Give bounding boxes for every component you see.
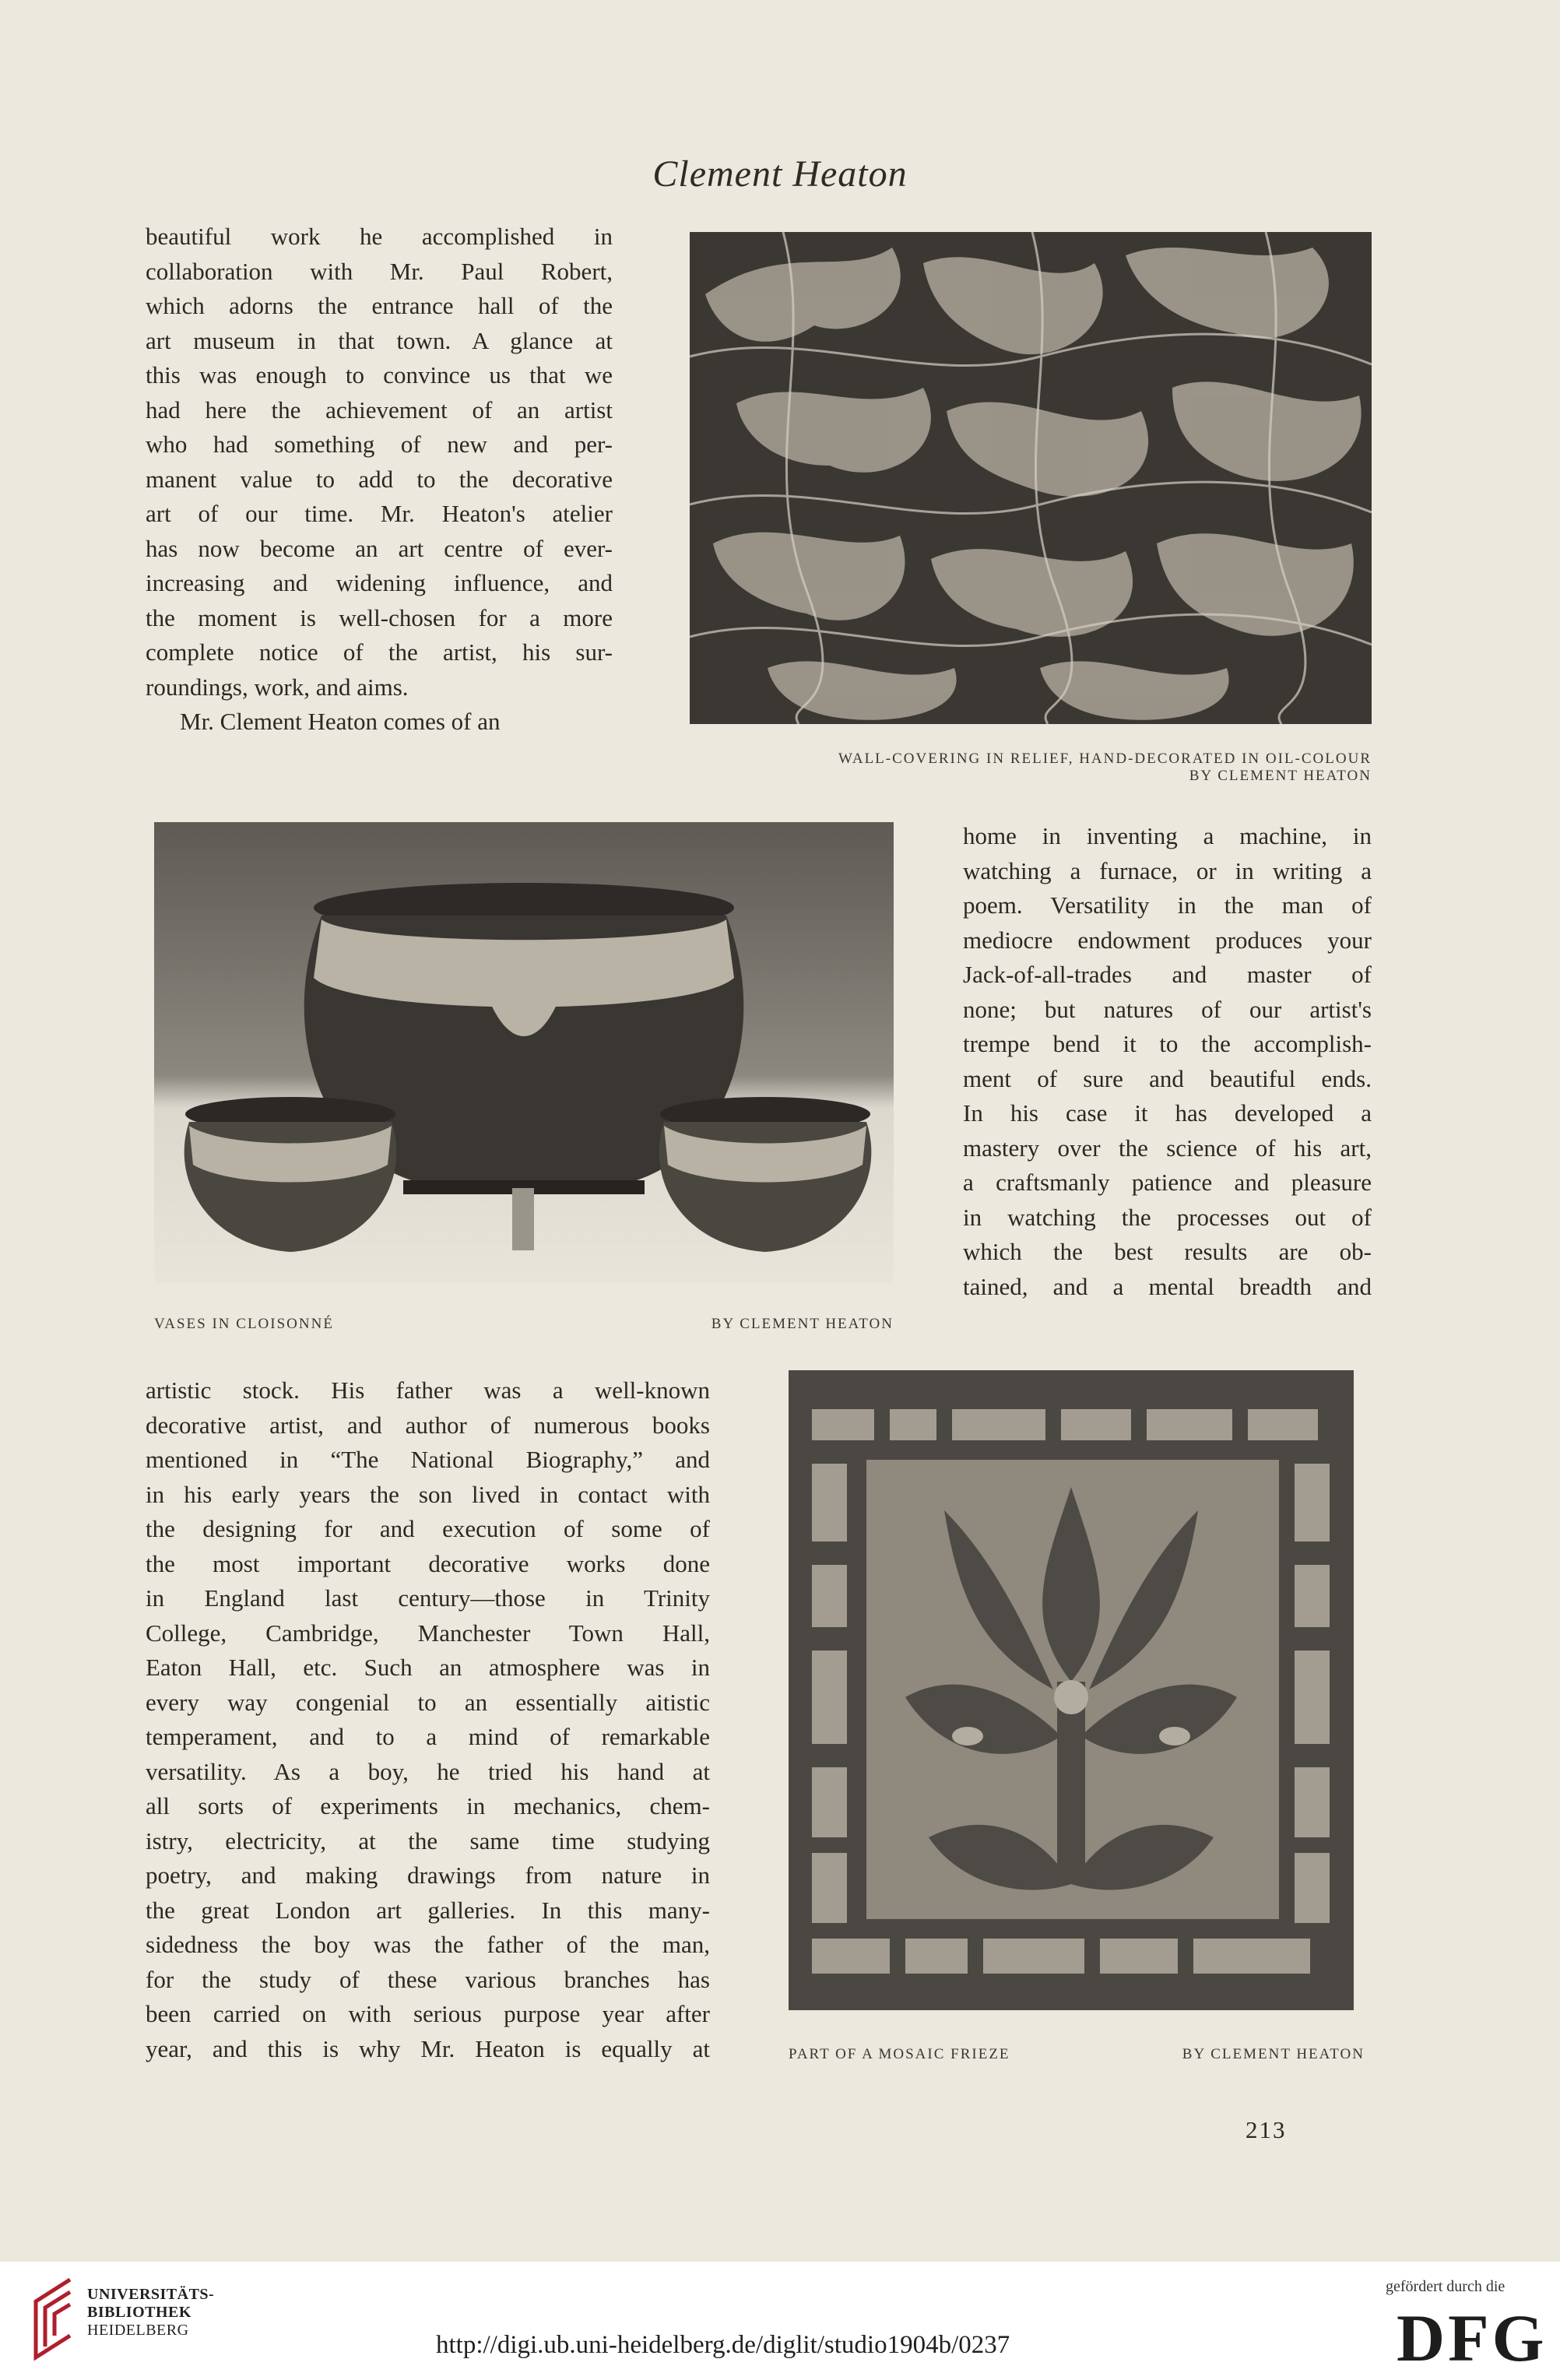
text-column-1	[146, 220, 613, 740]
figure-3-caption	[789, 2046, 1365, 2063]
text-line: a craftsmanly patience and pleasure	[963, 1169, 1372, 1196]
paragraph-2: Mr. Clement Heaton comes of an	[180, 708, 501, 735]
text-line: College, Cambridge, Manchester Town Hall,	[146, 1619, 710, 1647]
text-line: beautiful work he accomplished in	[146, 223, 613, 250]
text-line: been carried on with serious purpose year after	[146, 2000, 710, 2027]
text-line: art museum in that town. A glance at	[146, 326, 613, 354]
text-column-3	[146, 1373, 710, 2066]
figure-3-caption-left: PART OF A MOSAIC FRIEZE	[789, 2046, 1010, 2062]
library-name-line-1: UNIVERSITÄTS-	[87, 2286, 215, 2303]
figure-2-caption	[154, 1316, 894, 1333]
text-line: has now become an art centre of ever-	[146, 534, 613, 562]
paragraph-4	[146, 1373, 710, 2066]
text-line: sidedness the boy was the father of the man,	[146, 1931, 710, 1958]
text-line: art of our time. Mr. Heaton's atelier	[146, 500, 613, 527]
mosaic-frieze-photo	[789, 1370, 1354, 2010]
paragraph-1	[146, 220, 613, 705]
text-line: versatility. As a boy, he tried his hand at	[146, 1757, 710, 1785]
text-line: all sorts of experiments in mechanics, chem-	[146, 1792, 710, 1819]
text-line: in watching the processes out of	[963, 1203, 1372, 1231]
text-line: none; but natures of our artist's	[963, 995, 1372, 1023]
text-line: home in inventing a machine, in	[963, 822, 1372, 849]
text-line: increasing and widening influence, and	[146, 569, 613, 596]
dfg-logo: DFG	[1397, 2301, 1548, 2375]
text-line: in England last century—those in Trinity	[146, 1584, 710, 1612]
footer-bar	[0, 2262, 1560, 2380]
text-line: had here the achievement of an artist	[146, 395, 613, 424]
running-title: Clement Heaton	[652, 153, 908, 195]
text-line: tained, and a mental breadth and	[963, 1272, 1372, 1300]
figure-2-caption-right: BY CLEMENT HEATON	[711, 1316, 894, 1332]
text-line: decorative artist, and author of numerous books	[146, 1411, 710, 1439]
text-line: Jack-of-all-trades and master of	[963, 961, 1372, 988]
text-line: istry, electricity, at the same time studying	[146, 1826, 710, 1854]
text-line: the designing for and execution of some of	[146, 1515, 710, 1542]
text-line: poetry, and making drawings from nature in	[146, 1861, 710, 1889]
text-line: which the best results are ob-	[963, 1238, 1372, 1265]
text-line: In his case it has developed a	[963, 1099, 1372, 1127]
figure-1-caption	[690, 751, 1372, 785]
figure-1-caption-line-2: BY CLEMENT HEATON	[1189, 768, 1372, 784]
text-line: mastery over the science of his art,	[963, 1134, 1372, 1162]
library-logo-icon	[30, 2275, 79, 2362]
text-line: mentioned in “The National Biography,” and	[146, 1446, 710, 1473]
text-line: which adorns the entrance hall of the	[146, 292, 613, 319]
text-line: every way congenial to an essentially aitistic	[146, 1688, 710, 1716]
text-line: poem. Versatility in the man of	[963, 891, 1372, 919]
library-name	[87, 2286, 214, 2340]
text-line: in his early years the son lived in contact with	[146, 1480, 710, 1508]
text-line: year, and this is why Mr. Heaton is equally at	[146, 2034, 710, 2062]
text-line: complete notice of the artist, his sur-	[146, 638, 613, 666]
text-line: watching a furnace, or in writing a	[963, 856, 1372, 884]
text-line: for the study of these various branches has	[146, 1965, 710, 1993]
text-line: the moment is well-chosen for a more	[146, 603, 613, 631]
library-name-line-3: HEIDELBERG	[87, 2322, 189, 2339]
funding-note: gefördert durch die	[1386, 2278, 1506, 2295]
text-column-2	[963, 819, 1372, 1304]
wall-covering-photo	[690, 232, 1372, 724]
page-number: 213	[1246, 2116, 1287, 2143]
text-line: the most important decorative works done	[146, 1549, 710, 1577]
text-line: collaboration with Mr. Paul Robert,	[146, 257, 613, 285]
text-line: ment of sure and beautiful ends.	[963, 1064, 1372, 1092]
text-line: this was enough to convince us that we	[146, 361, 613, 388]
text-line: trempe bend it to the accomplish-	[963, 1030, 1372, 1057]
figure-2-caption-left: VASES IN CLOISONNÉ	[154, 1316, 334, 1332]
text-line: temperament, and to a mind of remarkable	[146, 1723, 710, 1750]
text-line: the great London art galleries. In this many-	[146, 1896, 710, 1924]
figure-3-caption-right: BY CLEMENT HEATON	[1182, 2046, 1365, 2062]
text-line: roundings, work, and aims.	[146, 673, 409, 701]
text-line: artistic stock. His father was a well-known	[146, 1376, 710, 1404]
paragraph-3	[963, 819, 1372, 1304]
library-name-line-2: BIBLIOTHEK	[87, 2304, 191, 2321]
text-line: mediocre endowment produces your	[963, 926, 1372, 954]
text-line: Eaton Hall, etc. Such an atmosphere was in	[146, 1654, 710, 1681]
text-line: manent value to add to the decorative	[146, 465, 613, 493]
cloisonne-vases-photo	[154, 822, 894, 1283]
source-url-link[interactable]: http://digi.ub.uni-heidelberg.de/diglit/studio1904b/0237	[436, 2331, 1010, 2359]
figure-1-caption-line-1: WALL-COVERING IN RELIEF, HAND-DECORATED IN OIL-COLOUR	[838, 751, 1372, 767]
text-line: who had something of new and per-	[146, 431, 613, 458]
